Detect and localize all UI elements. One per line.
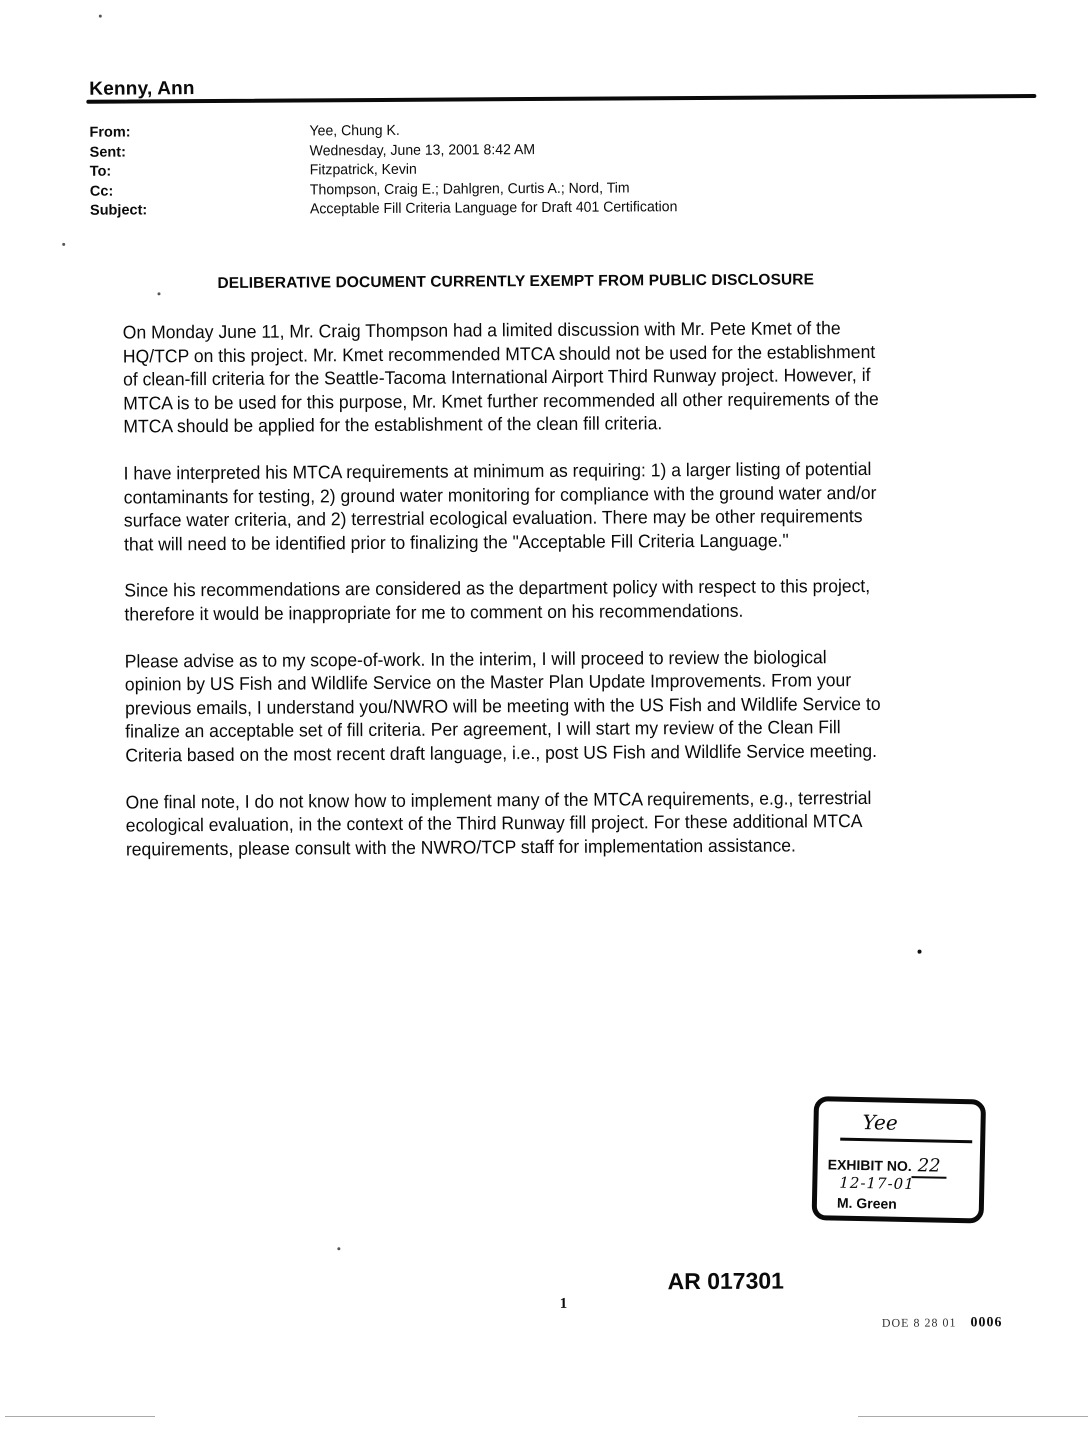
scan-speck [918,950,922,954]
exhibit-date: 12-17-01 [839,1173,915,1194]
mailbox-owner-name: Kenny, Ann [89,78,195,100]
body-line: ecological evaluation, in the context of the Third Runway fill project. For these additional MTCA [125,810,863,836]
body-paragraph [123,315,1044,439]
body-line: Please advise as to my scope-of-work. In the interim, I will proceed to review the biological [124,645,827,672]
to-value: Fitzpatrick, Kevin [309,161,417,179]
exhibit-label: EXHIBIT NO. [827,1156,912,1175]
scan-speck [158,292,161,295]
witness-signature: Yee [862,1110,898,1135]
body-line: contaminants for testing, 2) ground water monitoring for compliance with the ground water and/or [123,481,877,508]
header-rule [86,94,1036,104]
from-value: Yee, Chung K. [309,122,400,140]
from-label: From: [89,124,131,141]
body-line: On Monday June 11, Mr. Craig Thompson had a limited discussion with Mr. Pete Kmet of the [122,317,841,343]
body-line: of clean-fill criteria for the Seattle-Tacoma International Airport Third Runway project. However, if [122,364,871,390]
cc-label: Cc: [89,183,114,200]
email-body [123,315,1046,884]
body-line: I have interpreted his MTCA requirements at minimum as requiring: 1) a larger listing of potential [123,457,872,484]
email-header-fields [89,120,688,222]
body-line: Criteria based on the most recent draft language, i.e., post US Fish and Wildlife Service meeting. [125,739,878,766]
sent-label: Sent: [89,144,126,161]
body-paragraph [124,456,1045,556]
body-paragraph [125,643,1046,767]
body-paragraph [126,784,1046,860]
cc-value: Thompson, Craig E.; Dahlgren, Curtis A.; Nord, Tim [309,180,630,199]
body-line: One final note, I do not know how to implement many of the MTCA requirements, e.g., terrestrial [125,786,872,813]
page-number: 1 [559,1295,568,1312]
body-line: therefore it would be inappropriate for me to comment on his recommendations. [124,599,744,625]
scan-edge-left [5,1416,155,1417]
body-line: requirements, please consult with the NWRO/TCP staff for implementation assistance. [125,834,796,860]
sent-value: Wednesday, June 13, 2001 8:42 AM [309,141,536,159]
bates-stamp-text: DOE 8 28 01 [881,1315,957,1330]
body-line: previous emails, I understand you/NWRO will be meeting with the US Fish and Wildlife Service to [124,692,881,719]
body-line: MTCA is to be used for this purpose, Mr. Kmet further recommended all other requirements of the [123,387,879,414]
scan-speck [62,243,65,246]
body-line: surface water criteria, and 2) terrestrial ecological evaluation. There may be other requirements [123,505,863,531]
subject-value: Acceptable Fill Criteria Language for Draft 401 Certification [309,199,678,218]
body-paragraph [124,573,1044,626]
to-label: To: [89,163,112,180]
administrative-record-number: AR 017301 [667,1267,784,1295]
body-line: opinion by US Fish and Wildlife Service on the Master Plan Update Improvements. From your [124,669,852,695]
exhibit-stamp [812,1096,986,1223]
subject-row [90,198,689,221]
body-line: that will need to be identified prior to finalizing the "Acceptable Fill Criteria Language." [123,529,789,555]
subject-label: Subject: [89,202,148,220]
signature-line [840,1138,972,1144]
scan-speck [99,15,102,18]
body-line: finalize an acceptable set of fill criteria. Per agreement, I will start my review of the Clean Fill [125,716,841,742]
bates-code: 0006 [970,1315,1003,1331]
body-line: MTCA should be applied for the establishment of the clean fill criteria. [123,412,663,437]
court-reporter-name: M. Green [836,1194,897,1212]
disclosure-notice: DELIBERATIVE DOCUMENT CURRENTLY EXEMPT FROM PUBLIC DISCLOSURE [217,271,815,292]
scan-edge-right [858,1416,1088,1417]
bates-stamp [882,1315,1003,1332]
body-line: HQ/TCP on this project. Mr. Kmet recommended MTCA should not be used for the establishment [122,340,876,367]
scan-speck [337,1247,340,1250]
body-line: Since his recommendations are considered as the department policy with respect to this project, [124,575,871,601]
exhibit-number: 22 [911,1155,946,1179]
